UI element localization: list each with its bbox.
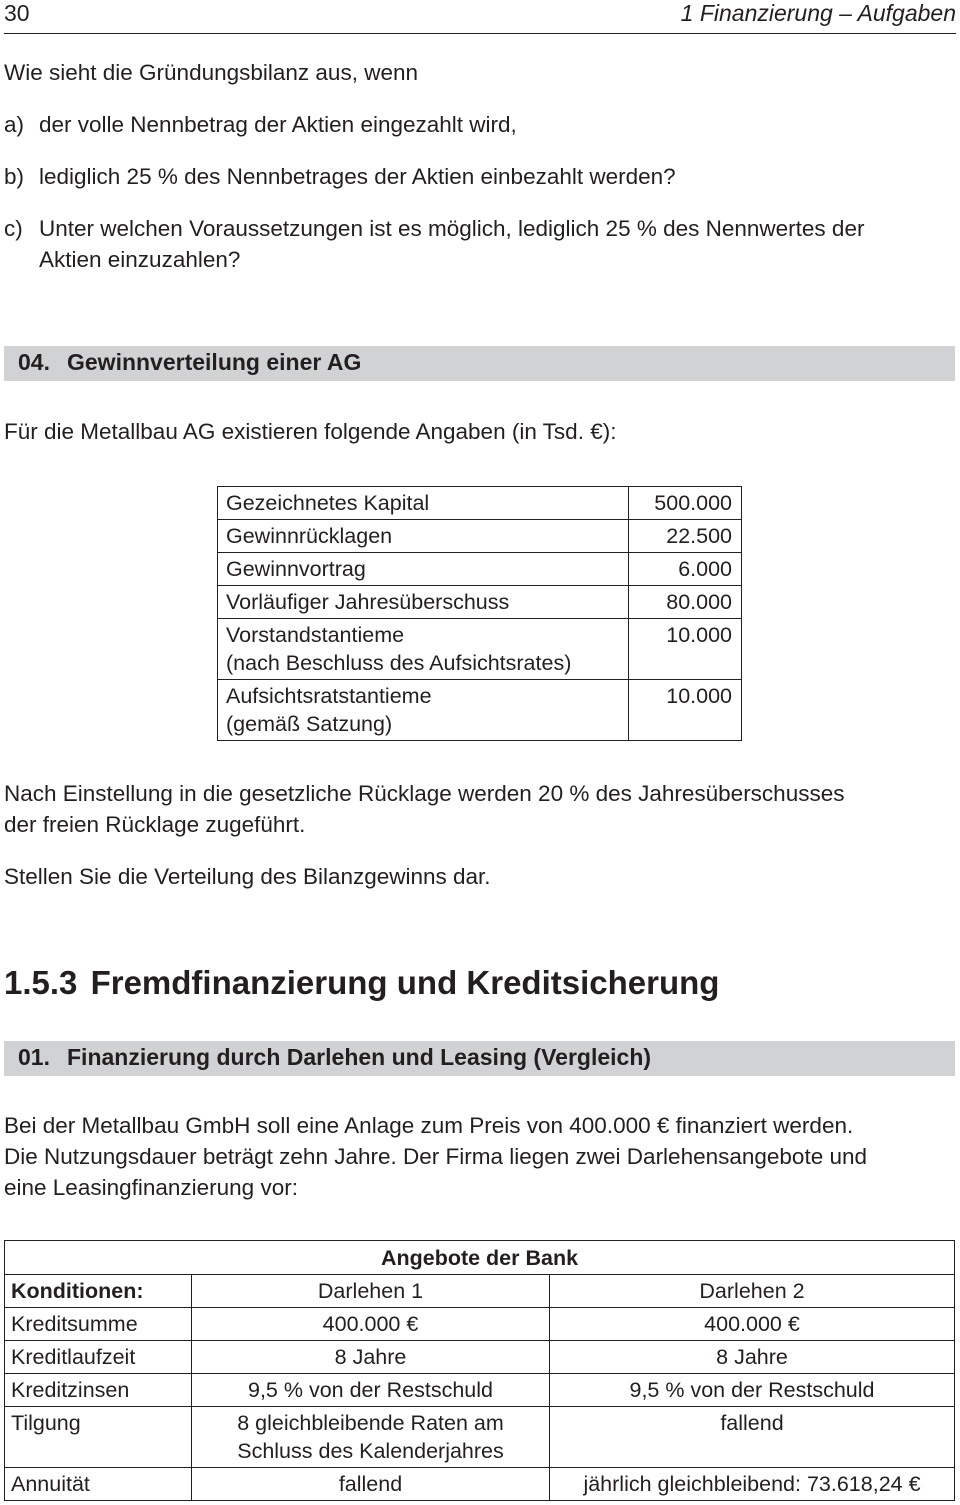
loan-2-value: 9,5 % von der Restschuld xyxy=(550,1374,955,1407)
table-row xyxy=(218,487,742,520)
profit-data-table xyxy=(217,486,742,741)
row-value: 22.500 xyxy=(629,520,742,553)
table-row xyxy=(5,1374,955,1407)
column-header-loan-1: Darlehen 1 xyxy=(192,1275,550,1308)
loan-2-value: jährlich gleichbleibend: 73.618,24 € xyxy=(550,1468,955,1501)
question-a-text: der volle Nennbetrag der Aktien eingezahlt wird, xyxy=(39,112,517,137)
row-label: Aufsichtsratstantieme xyxy=(226,684,432,708)
loan-1-value: 400.000 € xyxy=(192,1308,550,1341)
table-row xyxy=(218,680,742,741)
row-label: Gewinnrücklagen xyxy=(218,520,629,553)
loan-1-value: 9,5 % von der Restschuld xyxy=(192,1374,550,1407)
table-caption: Angebote der Bank xyxy=(5,1241,955,1275)
row-value: 10.000 xyxy=(629,619,742,680)
row-label-group xyxy=(218,680,629,741)
question-c xyxy=(0,213,960,275)
row-value: 6.000 xyxy=(629,553,742,586)
table-header-row xyxy=(5,1275,955,1308)
row-sublabel: (nach Beschluss des Aufsichtsrates) xyxy=(226,651,572,675)
task-01-text-line3: eine Leasingfinanzierung vor: xyxy=(4,1175,298,1200)
task-04-number: 04. xyxy=(18,349,50,375)
table-row xyxy=(5,1308,955,1341)
row-label: Gezeichnetes Kapital xyxy=(218,487,629,520)
chapter-title: 1 Finanzierung – Aufgaben xyxy=(680,0,956,26)
task-01-heading xyxy=(4,1041,955,1076)
task-01-text-line1: Bei der Metallbau GmbH soll eine Anlage zum Preis von 400.000 € finanziert werden. xyxy=(4,1113,854,1138)
row-label: Vorläufiger Jahresüberschuss xyxy=(218,586,629,619)
bank-offers-table xyxy=(4,1240,955,1501)
row-label-group xyxy=(218,619,629,680)
task-01-text-line2: Die Nutzungsdauer beträgt zehn Jahre. Der Firma liegen zwei Darlehensangebote und xyxy=(4,1144,867,1169)
loan-1-value xyxy=(192,1407,550,1468)
column-header-conditions: Konditionen: xyxy=(5,1275,192,1308)
column-header-loan-2: Darlehen 2 xyxy=(550,1275,955,1308)
table-row xyxy=(5,1468,955,1501)
task-04-heading xyxy=(4,346,955,381)
row-label: Kreditlaufzeit xyxy=(5,1341,192,1374)
task-04-text1-line2: der freien Rücklage zugeführt. xyxy=(4,812,306,837)
task-01-title: Finanzierung durch Darlehen und Leasing (Vergleich) xyxy=(67,1044,652,1070)
page-number: 30 xyxy=(4,0,30,26)
row-value: 500.000 xyxy=(629,487,742,520)
table-caption-row xyxy=(5,1241,955,1275)
row-label: Kreditsumme xyxy=(5,1308,192,1341)
loan-1-value-line1: 8 gleichbleibende Raten am xyxy=(237,1411,504,1435)
task-04-text2: Stellen Sie die Verteilung des Bilanzgewinns dar. xyxy=(4,864,491,889)
loan-2-value: 8 Jahre xyxy=(550,1341,955,1374)
question-b xyxy=(0,161,960,192)
question-a xyxy=(0,109,960,140)
header-rule xyxy=(4,33,956,34)
loan-1-value-line2: Schluss des Kalenderjahres xyxy=(237,1439,504,1463)
question-c-label: c) xyxy=(4,216,23,241)
loan-1-value: fallend xyxy=(192,1468,550,1501)
row-label: Vorstandstantieme xyxy=(226,623,405,647)
section-number: 1.5.3 xyxy=(4,964,78,1001)
row-label: Annuität xyxy=(5,1468,192,1501)
table-row xyxy=(218,619,742,680)
table-row xyxy=(5,1341,955,1374)
row-label: Gewinnvortrag xyxy=(218,553,629,586)
question-b-label: b) xyxy=(4,164,25,189)
row-label: Tilgung xyxy=(5,1407,192,1468)
task-04-title: Gewinnverteilung einer AG xyxy=(67,349,362,375)
row-value: 10.000 xyxy=(629,680,742,741)
question-b-text: lediglich 25 % des Nennbetrages der Aktien einbezahlt werden? xyxy=(39,164,676,189)
question-c-text-line2: Aktien einzuzahlen? xyxy=(39,247,241,272)
loan-2-value: fallend xyxy=(550,1407,955,1468)
task-04-text1-line1: Nach Einstellung in die gesetzliche Rücklage werden 20 % des Jahresüberschusses xyxy=(4,781,845,806)
table-row xyxy=(218,520,742,553)
loan-1-value: 8 Jahre xyxy=(192,1341,550,1374)
task-01-number: 01. xyxy=(18,1044,50,1070)
table-row xyxy=(5,1407,955,1468)
task-04-intro: Für die Metallbau AG existieren folgende Angaben (in Tsd. €): xyxy=(4,419,617,444)
section-title: Fremdfinanzierung und Kreditsicherung xyxy=(90,964,720,1001)
question-c-text-line1: Unter welchen Voraussetzungen ist es möglich, lediglich 25 % des Nennwertes der xyxy=(39,216,865,241)
table-row xyxy=(218,553,742,586)
row-value: 80.000 xyxy=(629,586,742,619)
question-a-label: a) xyxy=(4,112,25,137)
intro-question: Wie sieht die Gründungsbilanz aus, wenn xyxy=(4,60,418,85)
section-heading xyxy=(4,964,719,1002)
row-label: Kreditzinsen xyxy=(5,1374,192,1407)
row-sublabel: (gemäß Satzung) xyxy=(226,712,393,736)
loan-2-value: 400.000 € xyxy=(550,1308,955,1341)
table-row xyxy=(218,586,742,619)
